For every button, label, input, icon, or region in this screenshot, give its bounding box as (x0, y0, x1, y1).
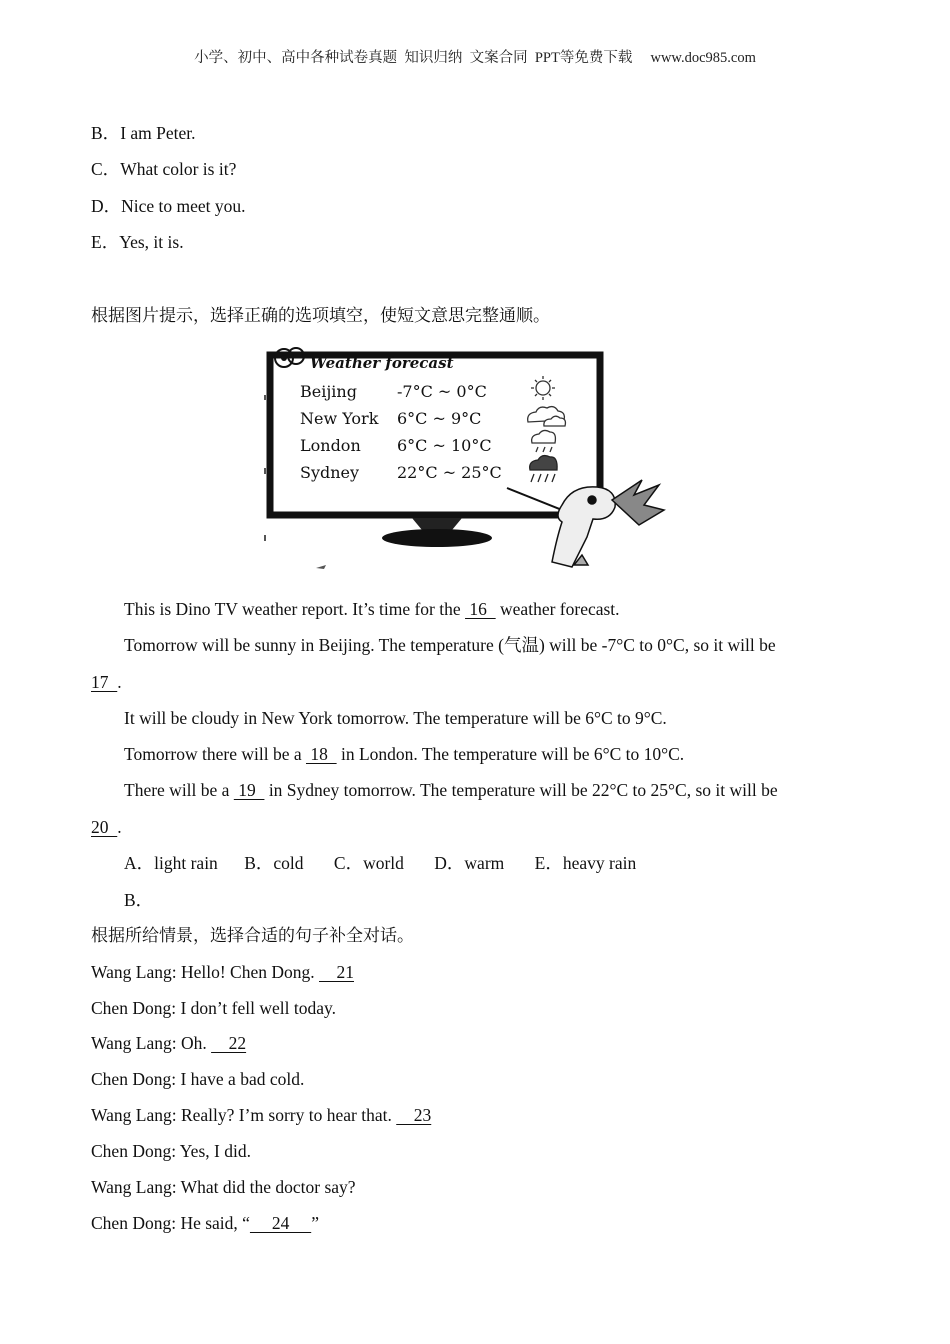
choices-row (124, 852, 636, 874)
weather-forecast-figure (262, 340, 682, 575)
light-rain-icon (532, 430, 556, 452)
choice-b: B．cold (244, 853, 304, 873)
forecast-temp: 6°C ~ 9°C (397, 409, 482, 428)
section2-instruction: 根据图片提示，选择正确的选项填空，使短文意思完整通顺。 (91, 306, 550, 326)
sun-icon (531, 376, 555, 400)
dino-mascot-icon (507, 480, 664, 567)
dialogue-line: Chen Dong: He said, “ 24 ” (91, 1213, 319, 1233)
section3-instruction: 根据所给情景，选择合适的句子补全对话。 (91, 926, 414, 946)
forecast-city: London (300, 436, 361, 455)
passage-line-2: Tomorrow will be sunny in Beijing. The temperature (气温) will be -7°C to 0°C, so it will be (124, 635, 776, 655)
heavy-rain-icon (530, 456, 557, 482)
blank-17: 17 (91, 672, 118, 692)
forecast-temp: -7°C ~ 0°C (397, 382, 487, 401)
dialogue-line: Wang Lang: What did the doctor say? (91, 1177, 356, 1197)
passage-line-5b: 20 . (91, 817, 122, 837)
passage-line-5: There will be a 19 in Sydney tomorrow. The temperature will be 22°C to 25°C, so it will be (124, 780, 778, 800)
cloud-icon (528, 407, 566, 426)
blank-24: 24 (249, 1213, 312, 1233)
passage-line-3: It will be cloudy in New York tomorrow. The temperature will be 6°C to 9°C. (124, 708, 667, 728)
choice-c: C．world (333, 853, 404, 873)
choice-a: A．light rain (124, 853, 218, 873)
blank-16: 16 (465, 599, 496, 619)
forecast-city: Sydney (300, 463, 360, 482)
tv-neck (412, 518, 462, 530)
dialogue-line: Chen Dong: I don’t fell well today. (91, 998, 336, 1018)
blank-22: 22 (211, 1033, 247, 1053)
dialogue-line: Wang Lang: Hello! Chen Dong. 21 (91, 962, 354, 982)
choice-e: E．heavy rain (534, 853, 637, 873)
blank-19: 19 (233, 780, 265, 800)
page-header: 小学、初中、高中各种试卷真题 知识归纳 文案合同 PPT等免费下载 www.doc985.com (194, 50, 756, 66)
tv-base (382, 529, 492, 547)
blank-20: 20 (91, 817, 118, 837)
option-b: B．I am Peter. (91, 123, 196, 143)
dialogue-line: Wang Lang: Oh. 22 (91, 1033, 247, 1053)
choice-d: D．warm (434, 853, 505, 873)
blank-23: 23 (396, 1105, 432, 1125)
forecast-city: Beijing (300, 382, 357, 401)
forecast-title: Weather forecast (310, 354, 454, 372)
blank-18: 18 (305, 744, 337, 764)
passage-line-4: Tomorrow there will be a 18 in London. The temperature will be 6°C to 10°C. (124, 744, 685, 764)
dialogue-line: Wang Lang: Really? I’m sorry to hear that. 23 (91, 1105, 432, 1125)
forecast-temp: 6°C ~ 10°C (397, 436, 492, 455)
answer-b: B． (124, 890, 154, 910)
forecast-temp: 22°C ~ 25°C (397, 463, 502, 482)
option-c: C．What color is it? (91, 159, 237, 179)
passage-line-1: This is Dino TV weather report. It’s time for the 16 weather forecast. (124, 599, 620, 619)
tv-weather-illustration (262, 340, 682, 575)
dialogue-line: Chen Dong: I have a bad cold. (91, 1069, 305, 1089)
blank-21: 21 (319, 962, 354, 982)
option-e: E．Yes, it is. (91, 232, 184, 252)
forecast-city: New York (300, 409, 379, 428)
dialogue-line: Chen Dong: Yes, I did. (91, 1141, 251, 1161)
passage-line-2b: 17 . (91, 672, 122, 692)
option-d: D．Nice to meet you. (91, 196, 246, 216)
